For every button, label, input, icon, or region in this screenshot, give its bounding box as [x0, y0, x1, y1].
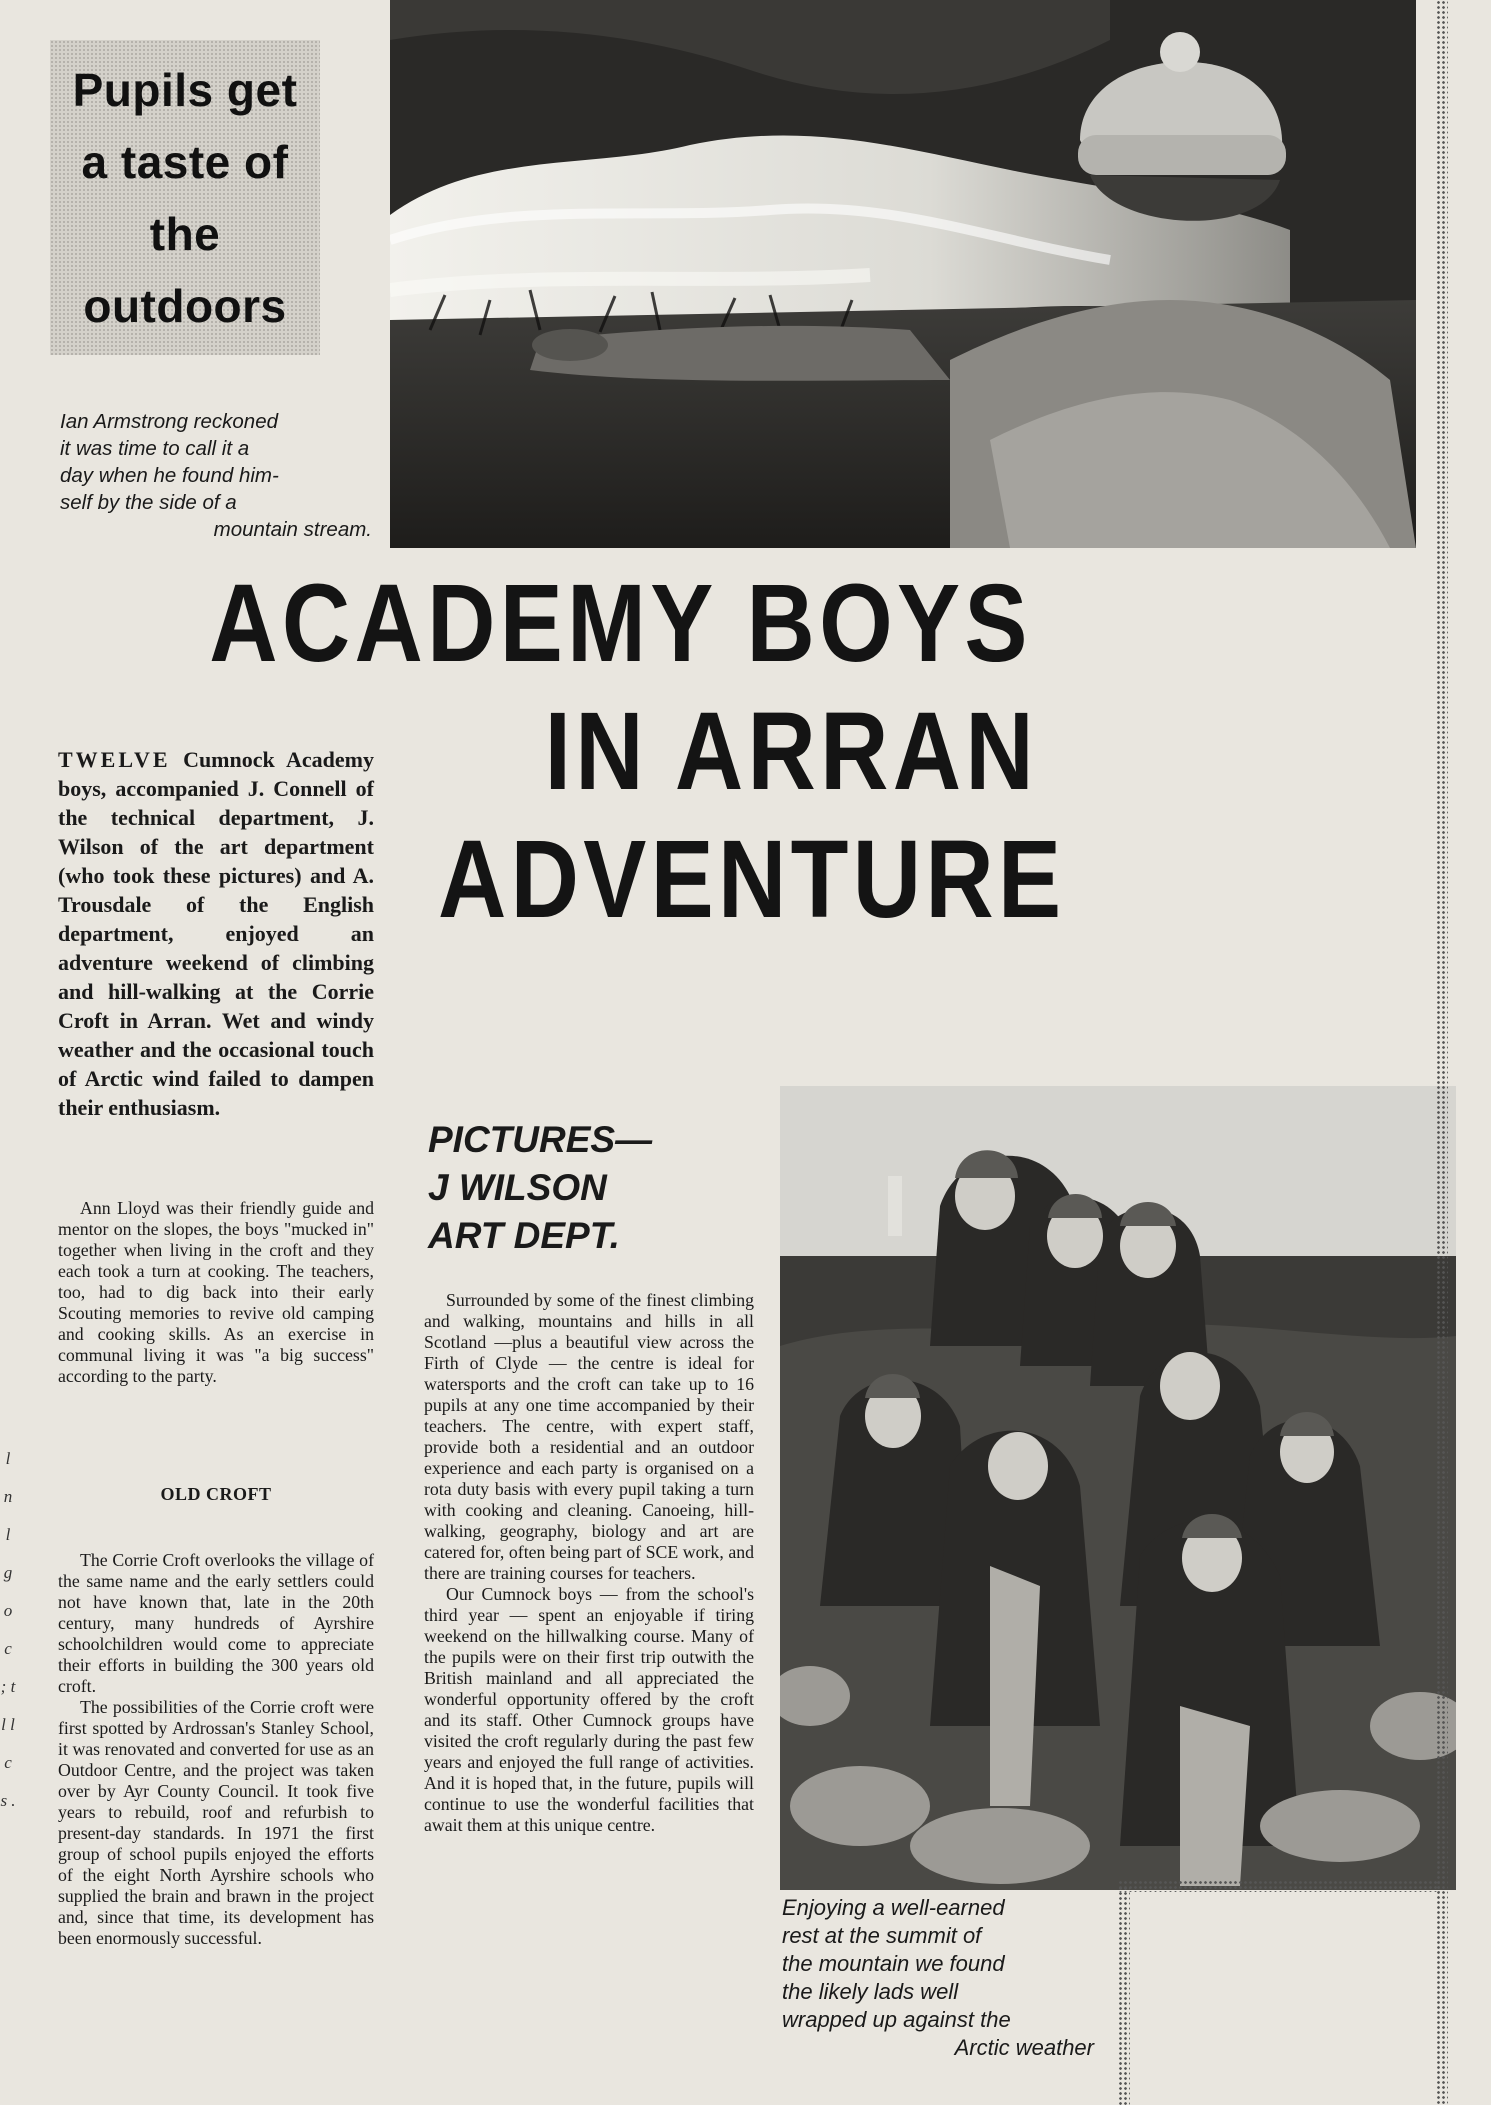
credit-line: PICTURES— [428, 1119, 653, 1160]
lede-paragraph [58, 745, 374, 1122]
headline-line-3: ADVENTURE [438, 818, 1066, 941]
paragraph: Our Cumnock boys — from the school's third year — spent an enjoyable if tiring weekend on the hillwalking course. Many of the pupils were on their first trip outwith the British mainland and all appreciated the wonderful opportunity offered by the croft and its staff. Other Cumnock groups have visited the croft regularly during the past few years and enjoyed the full range of activities. And it is hoped that, in the future, pupils will continue to use the wonderful facilities that await them at this unique centre. [424, 1584, 754, 1835]
column-1-body-continued [58, 1550, 374, 1949]
photo-top-caption [60, 408, 372, 543]
headline-line-1: ACADEMY BOYS [209, 562, 1032, 685]
column-2-body [424, 1290, 754, 1836]
headline-line-2: IN ARRAN [544, 690, 1038, 813]
photo-group-at-summit [780, 1086, 1456, 1890]
caption-line: the likely lads well [782, 1979, 959, 2004]
dotted-border-inner [1118, 1886, 1130, 2105]
paragraph: Surrounded by some of the finest climbing and walking, mountains and hills in all Scotland —plus a beautiful view across the Firth of Clyde — the centre is ideal for watersports and the croft can take up to 16 pupils at any one time accompanied by their teachers. The centre, with expert staff, provide both a residential and an outdoor experience and each party is organised on a rota duty basis with every pupil taking a turn with cooking and cleaning. Canoeing, hill-walking, geography, biology and art are catered for, often being part of SCE work, and there are training courses for teachers. [424, 1290, 754, 1583]
dotted-border-right [1436, 0, 1448, 2105]
paragraph: The possibilities of the Corrie croft were first spotted by Ardrossan's Stanley School, it was renovated and converted for use as an Outdoor Centre, and the project was taken over by Ayr County Council. It took five years to rebuild, roof and refurbish to present-day standards. In 1971 the first group of school pupils enjoyed the efforts of the eight North Ayrshire schools who supplied the brain and brawn in the project and, since that time, its development has been enormously successful. [58, 1697, 374, 1948]
kicker-box [50, 40, 320, 355]
photo-climber-by-stream [390, 0, 1416, 548]
caption-line: day when he found him- [60, 464, 279, 487]
column-1-body [58, 1198, 374, 1387]
credit-line: J WILSON [428, 1167, 607, 1208]
caption-line: the mountain we found [782, 1951, 1005, 1976]
caption-line: mountain stream. [213, 518, 372, 541]
caption-line: self by the side of a [60, 491, 237, 514]
picture-credit [428, 1116, 748, 1260]
caption-line: Ian Armstrong reckoned [60, 410, 279, 433]
subhead-old-croft: OLD CROFT [160, 1484, 272, 1504]
lede-first-word: TWELVE [58, 747, 171, 772]
caption-line: Arctic weather [954, 2035, 1094, 2060]
paragraph: Ann Lloyd was their friendly guide and mentor on the slopes, the boys "mucked in" together when living in the croft and they each took a turn at cooking. The teachers, too, had to dig back into their early Scouting memories to revive old camping and cooking skills. As an exercise in communal living it was "a big success" according to the party. [58, 1198, 374, 1386]
caption-line: it was time to call it a [60, 437, 250, 460]
caption-line: wrapped up against the [782, 2007, 1011, 2032]
caption-line: Enjoying a well-earned [782, 1895, 1005, 1920]
credit-line: ART DEPT. [428, 1215, 620, 1256]
paragraph: The Corrie Croft overlooks the village of the same name and the early settlers could not have known that, late in the 20th century, many hundreds of Ayrshire schoolchildren would come to appreciate their efforts in building the 300 years old croft. [58, 1550, 374, 1696]
lede-text: Cumnock Academy boys, accompanied J. Connell of the technical department, J. Wilson of the art department (who took these pictures) and A. Trousdale of the English department, enjoyed an adventure weekend of climbing and hill-walking at the Corrie Croft in Arran. Wet and windy weather and the occasional touch of Arctic wind failed to dampen their enthusiasm. [58, 747, 374, 1120]
kicker-title: Pupils get a taste of the outdoors [72, 63, 298, 332]
caption-line: rest at the summit of [782, 1923, 982, 1948]
photo-bottom-caption [782, 1894, 1094, 2062]
dotted-border-bottom [1118, 1880, 1440, 1892]
adjacent-column-edge-letters: l n l g o c ; t l l c s . [0, 1449, 16, 1810]
